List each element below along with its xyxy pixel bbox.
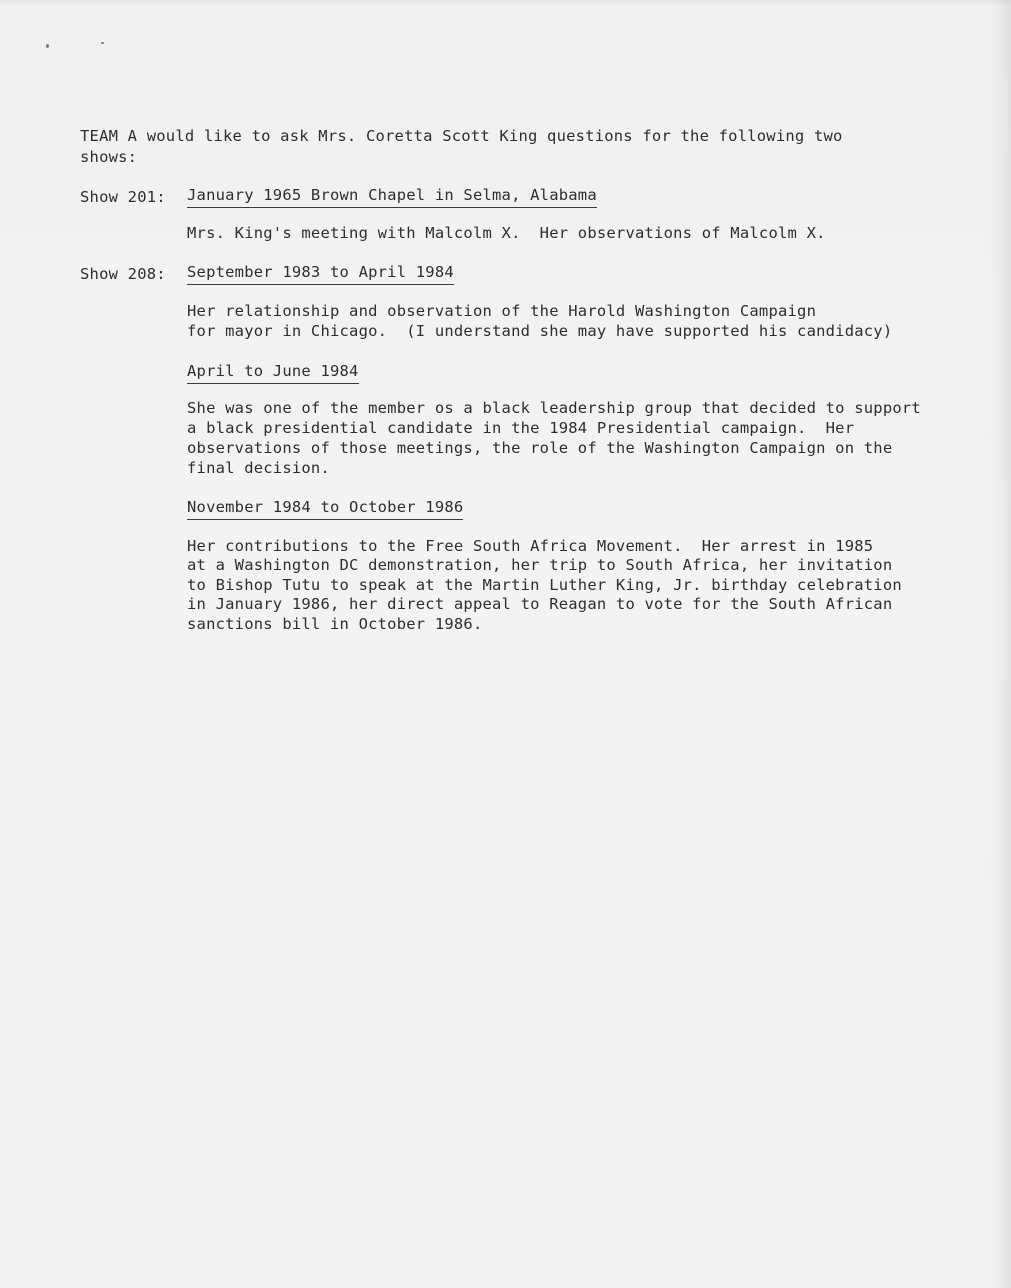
sub1-body-line: final decision. (187, 459, 330, 477)
sub1-body-line: observations of those meetings, the role of the Washington Campaign on the (187, 439, 893, 457)
show-208-body-line: for mayor in Chicago. (I understand she may have supported his candidacy) (187, 322, 893, 340)
show-201-body-line: Mrs. King's meeting with Malcolm X. Her observations of Malcolm X. (187, 224, 826, 242)
sub2-body-line: to Bishop Tutu to speak at the Martin Luther King, Jr. birthday celebration (187, 576, 902, 594)
sub1-body-line: a black presidential candidate in the 1984 Presidential campaign. Her (187, 419, 855, 437)
paper-right-edge (989, 0, 1011, 1288)
sub-heading-april-june-1984-text: April to June 1984 (187, 362, 359, 384)
sub-heading-april-june-1984 (187, 362, 359, 384)
show-201-heading-text: January 1965 Brown Chapel in Selma, Alabama (187, 186, 597, 208)
sub2-body-line: in January 1986, her direct appeal to Reagan to vote for the South African (187, 595, 893, 613)
sub-heading-nov-1984-oct-1986-text: November 1984 to October 1986 (187, 498, 463, 520)
show-208-heading-text: September 1983 to April 1984 (187, 263, 454, 285)
sub2-body-line: Her contributions to the Free South Africa Movement. Her arrest in 1985 (187, 537, 874, 555)
sub2-body-line: at a Washington DC demonstration, her trip to South Africa, her invitation (187, 556, 893, 574)
sub1-body-line: She was one of the member os a black leadership group that decided to support (187, 399, 921, 417)
paper-speck (101, 42, 104, 44)
intro-line-1: TEAM A would like to ask Mrs. Coretta Scott King questions for the following two (80, 127, 843, 145)
show-208-body-line: Her relationship and observation of the Harold Washington Campaign (187, 302, 817, 320)
sub2-body-line: sanctions bill in October 1986. (187, 615, 483, 633)
paper-top-edge (0, 0, 1011, 6)
show-208-label: Show 208: (80, 265, 166, 283)
sub-heading-nov-1984-oct-1986 (187, 498, 463, 520)
paper-speck (46, 44, 49, 48)
intro-line-2: shows: (80, 148, 138, 166)
show-201-label: Show 201: (80, 188, 166, 206)
show-208-heading (187, 263, 454, 285)
show-201-heading (187, 186, 597, 208)
